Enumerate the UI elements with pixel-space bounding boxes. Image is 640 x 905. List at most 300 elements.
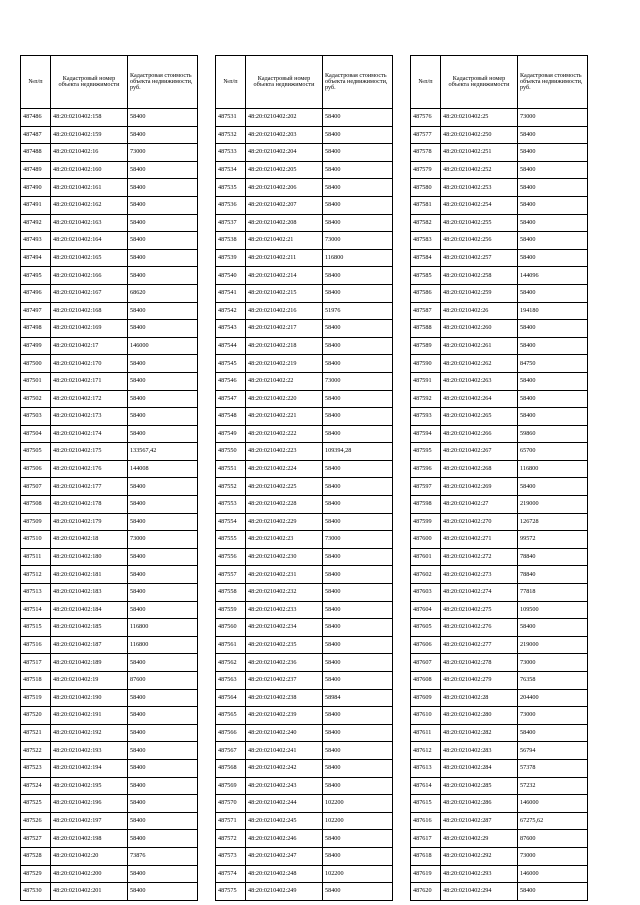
cell-cadnum: 48:20:0210402:197	[51, 812, 128, 830]
table-row	[216, 214, 393, 232]
cell-value: 58400	[518, 390, 588, 408]
cell-cadnum: 48:20:0210402:259	[441, 284, 518, 302]
table-row	[216, 478, 393, 496]
cell-cadnum: 48:20:0210402:239	[246, 707, 323, 725]
cell-num: 487511	[21, 548, 51, 566]
cell-cadnum: 48:20:0210402:216	[246, 302, 323, 320]
table-row	[21, 443, 198, 461]
cell-cadnum: 48:20:0210402:287	[441, 812, 518, 830]
cell-value: 219000	[518, 496, 588, 514]
cell-num: 487614	[411, 777, 441, 795]
cell-value: 56794	[518, 742, 588, 760]
cell-cadnum: 48:20:0210402:16	[51, 144, 128, 162]
cell-num: 487564	[216, 689, 246, 707]
cell-num: 487612	[411, 742, 441, 760]
cell-cadnum: 48:20:0210402:181	[51, 566, 128, 584]
table-row	[21, 144, 198, 162]
cadastral-table-2	[215, 55, 393, 901]
cell-num: 487549	[216, 425, 246, 443]
cell-cadnum: 48:20:0210402:27	[441, 496, 518, 514]
cell-value: 58400	[323, 126, 393, 144]
cell-num: 487508	[21, 496, 51, 514]
cell-cadnum: 48:20:0210402:277	[441, 636, 518, 654]
cell-num: 487591	[411, 372, 441, 390]
table-row	[411, 214, 588, 232]
cell-cadnum: 48:20:0210402:159	[51, 126, 128, 144]
table-row	[216, 337, 393, 355]
cell-cadnum: 48:20:0210402:177	[51, 478, 128, 496]
table-row	[411, 830, 588, 848]
cell-value: 58400	[518, 284, 588, 302]
cell-value: 58400	[518, 179, 588, 197]
cell-num: 487542	[216, 302, 246, 320]
cell-num: 487533	[216, 144, 246, 162]
cell-num: 487538	[216, 232, 246, 250]
table-row	[411, 496, 588, 514]
table-row	[411, 548, 588, 566]
table-row	[216, 284, 393, 302]
cell-value: 58400	[128, 865, 198, 883]
cell-value: 58400	[518, 724, 588, 742]
cell-num: 487526	[21, 812, 51, 830]
table-row	[21, 865, 198, 883]
table-row	[216, 865, 393, 883]
cell-num: 487515	[21, 619, 51, 637]
cell-cadnum: 48:20:0210402:191	[51, 707, 128, 725]
cell-cadnum: 48:20:0210402:178	[51, 496, 128, 514]
cell-value: 58400	[323, 513, 393, 531]
cell-cadnum: 48:20:0210402:234	[246, 619, 323, 637]
cell-value: 219000	[518, 636, 588, 654]
cell-cadnum: 48:20:0210402:169	[51, 320, 128, 338]
cell-value: 58400	[323, 408, 393, 426]
cell-num: 487577	[411, 126, 441, 144]
table-row	[411, 584, 588, 602]
cell-value: 58400	[518, 883, 588, 901]
table-header-row	[411, 56, 588, 109]
cell-value: 58400	[323, 548, 393, 566]
cell-num: 487565	[216, 707, 246, 725]
cell-cadnum: 48:20:0210402:218	[246, 337, 323, 355]
table-row	[21, 109, 198, 127]
cell-num: 487599	[411, 513, 441, 531]
cell-value: 58400	[323, 214, 393, 232]
table-row	[21, 355, 198, 373]
table-row	[411, 847, 588, 865]
cell-num: 487525	[21, 795, 51, 813]
cell-cadnum: 48:20:0210402:173	[51, 408, 128, 426]
table-row	[21, 513, 198, 531]
table-row	[21, 232, 198, 250]
cell-num: 487601	[411, 548, 441, 566]
cell-num: 487512	[21, 566, 51, 584]
table-row	[21, 812, 198, 830]
cell-value: 58400	[323, 707, 393, 725]
table-row	[411, 161, 588, 179]
cell-value: 58400	[323, 161, 393, 179]
cell-cadnum: 48:20:0210402:179	[51, 513, 128, 531]
table-row	[216, 408, 393, 426]
table-row	[411, 425, 588, 443]
cell-num: 487573	[216, 847, 246, 865]
cell-cadnum: 48:20:0210402:249	[246, 883, 323, 901]
cell-cadnum: 48:20:0210402:280	[441, 707, 518, 725]
header-cadnum: Кадастровый номер объекта недвижимости	[441, 56, 518, 109]
cell-num: 487522	[21, 742, 51, 760]
table-row	[216, 496, 393, 514]
cell-num: 487578	[411, 144, 441, 162]
table-row	[21, 425, 198, 443]
cell-cadnum: 48:20:0210402:160	[51, 161, 128, 179]
cell-value: 58400	[323, 654, 393, 672]
cell-cadnum: 48:20:0210402:283	[441, 742, 518, 760]
cell-value: 73000	[518, 847, 588, 865]
cell-cadnum: 48:20:0210402:262	[441, 355, 518, 373]
cell-value: 58400	[323, 109, 393, 127]
cell-cadnum: 48:20:0210402:165	[51, 249, 128, 267]
cell-cadnum: 48:20:0210402:278	[441, 654, 518, 672]
cell-value: 58400	[128, 425, 198, 443]
cell-cadnum: 48:20:0210402:254	[441, 196, 518, 214]
table-row	[411, 601, 588, 619]
table-row	[411, 232, 588, 250]
cell-value: 194180	[518, 302, 588, 320]
cell-num: 487490	[21, 179, 51, 197]
table-row	[216, 672, 393, 690]
cell-num: 487582	[411, 214, 441, 232]
cell-num: 487513	[21, 584, 51, 602]
cell-num: 487616	[411, 812, 441, 830]
cell-cadnum: 48:20:0210402:276	[441, 619, 518, 637]
cell-value: 58400	[518, 249, 588, 267]
cell-value: 58400	[323, 390, 393, 408]
cell-cadnum: 48:20:0210402:222	[246, 425, 323, 443]
cell-num: 487587	[411, 302, 441, 320]
cell-cadnum: 48:20:0210402:166	[51, 267, 128, 285]
cell-value: 58400	[518, 619, 588, 637]
table-row	[21, 777, 198, 795]
cell-value: 58400	[128, 179, 198, 197]
cell-value: 58400	[128, 513, 198, 531]
table-row	[21, 883, 198, 901]
cell-value: 146000	[128, 337, 198, 355]
header-cadnum: Кадастровый номер объекта недвижимости	[51, 56, 128, 109]
table-row	[411, 460, 588, 478]
cell-cadnum: 48:20:0210402:282	[441, 724, 518, 742]
table-row	[21, 408, 198, 426]
cell-value: 58400	[518, 161, 588, 179]
cell-value: 76358	[518, 672, 588, 690]
cell-value: 51976	[323, 302, 393, 320]
cell-num: 487527	[21, 830, 51, 848]
cell-cadnum: 48:20:0210402:231	[246, 566, 323, 584]
cell-value: 58400	[128, 249, 198, 267]
table-row	[21, 337, 198, 355]
table-row	[411, 443, 588, 461]
cell-num: 487607	[411, 654, 441, 672]
cell-value: 58400	[518, 478, 588, 496]
table-row	[21, 496, 198, 514]
table-row	[216, 109, 393, 127]
cell-cadnum: 48:20:0210402:208	[246, 214, 323, 232]
cell-cadnum: 48:20:0210402:250	[441, 126, 518, 144]
table-row	[21, 548, 198, 566]
table-row	[411, 478, 588, 496]
table-row	[21, 672, 198, 690]
cell-num: 487541	[216, 284, 246, 302]
cell-value: 58400	[128, 883, 198, 901]
table-row	[216, 302, 393, 320]
cell-num: 487615	[411, 795, 441, 813]
cell-num: 487585	[411, 267, 441, 285]
cell-value: 58400	[323, 759, 393, 777]
cell-cadnum: 48:20:0210402:217	[246, 320, 323, 338]
cell-num: 487540	[216, 267, 246, 285]
cell-cadnum: 48:20:0210402:229	[246, 513, 323, 531]
cell-num: 487605	[411, 619, 441, 637]
cell-cadnum: 48:20:0210402:200	[51, 865, 128, 883]
cell-cadnum: 48:20:0210402:190	[51, 689, 128, 707]
cell-num: 487555	[216, 531, 246, 549]
cell-value: 133567,42	[128, 443, 198, 461]
cell-value: 99572	[518, 531, 588, 549]
cell-cadnum: 48:20:0210402:164	[51, 232, 128, 250]
cell-cadnum: 48:20:0210402:22	[246, 372, 323, 390]
cell-cadnum: 48:20:0210402:264	[441, 390, 518, 408]
cell-num: 487516	[21, 636, 51, 654]
cell-value: 73000	[518, 109, 588, 127]
cell-num: 487547	[216, 390, 246, 408]
cell-cadnum: 48:20:0210402:26	[441, 302, 518, 320]
table-row	[216, 161, 393, 179]
cell-num: 487589	[411, 337, 441, 355]
cell-num: 487561	[216, 636, 246, 654]
cell-cadnum: 48:20:0210402:274	[441, 584, 518, 602]
table-row	[216, 883, 393, 901]
cell-cadnum: 48:20:0210402:187	[51, 636, 128, 654]
cell-value: 58400	[128, 496, 198, 514]
cell-cadnum: 48:20:0210402:180	[51, 548, 128, 566]
cell-value: 58400	[518, 408, 588, 426]
cell-value: 58400	[518, 337, 588, 355]
cell-num: 487576	[411, 109, 441, 127]
cell-num: 487560	[216, 619, 246, 637]
cell-value: 58400	[323, 284, 393, 302]
cell-value: 58400	[128, 689, 198, 707]
cell-num: 487548	[216, 408, 246, 426]
cell-cadnum: 48:20:0210402:292	[441, 847, 518, 865]
cell-value: 73000	[128, 144, 198, 162]
cell-value: 73000	[323, 372, 393, 390]
cell-cadnum: 48:20:0210402:221	[246, 408, 323, 426]
cell-value: 58400	[323, 478, 393, 496]
table-row	[21, 372, 198, 390]
cell-num: 487583	[411, 232, 441, 250]
cell-value: 58400	[128, 109, 198, 127]
table-row	[216, 847, 393, 865]
cell-cadnum: 48:20:0210402:275	[441, 601, 518, 619]
table-row	[411, 267, 588, 285]
cell-num: 487600	[411, 531, 441, 549]
cell-cadnum: 48:20:0210402:163	[51, 214, 128, 232]
table-row	[411, 302, 588, 320]
cell-value: 58400	[128, 478, 198, 496]
cell-cadnum: 48:20:0210402:255	[441, 214, 518, 232]
table-row	[411, 513, 588, 531]
table-row	[21, 689, 198, 707]
cell-cadnum: 48:20:0210402:205	[246, 161, 323, 179]
cell-value: 116800	[128, 636, 198, 654]
cell-value: 58400	[128, 548, 198, 566]
cell-value: 57232	[518, 777, 588, 795]
cell-value: 58400	[323, 742, 393, 760]
cell-cadnum: 48:20:0210402:224	[246, 460, 323, 478]
cell-num: 487494	[21, 249, 51, 267]
cell-num: 487611	[411, 724, 441, 742]
cell-cadnum: 48:20:0210402:25	[441, 109, 518, 127]
cell-num: 487608	[411, 672, 441, 690]
cell-cadnum: 48:20:0210402:269	[441, 478, 518, 496]
cell-value: 58400	[323, 179, 393, 197]
cell-value: 58400	[323, 777, 393, 795]
cell-value: 58400	[128, 584, 198, 602]
cell-cadnum: 48:20:0210402:29	[441, 830, 518, 848]
cell-num: 487602	[411, 566, 441, 584]
cell-cadnum: 48:20:0210402:244	[246, 795, 323, 813]
cell-cadnum: 48:20:0210402:236	[246, 654, 323, 672]
cell-value: 102200	[323, 795, 393, 813]
cell-cadnum: 48:20:0210402:220	[246, 390, 323, 408]
cell-value: 144008	[128, 460, 198, 478]
cell-value: 58400	[128, 601, 198, 619]
table-row	[216, 443, 393, 461]
cell-num: 487620	[411, 883, 441, 901]
cell-num: 487489	[21, 161, 51, 179]
cell-cadnum: 48:20:0210402:193	[51, 742, 128, 760]
cell-value: 58400	[128, 214, 198, 232]
cell-cadnum: 48:20:0210402:246	[246, 830, 323, 848]
cell-value: 58400	[128, 777, 198, 795]
table-row	[411, 672, 588, 690]
cell-cadnum: 48:20:0210402:251	[441, 144, 518, 162]
cell-num: 487553	[216, 496, 246, 514]
cell-cadnum: 48:20:0210402:241	[246, 742, 323, 760]
table-row	[411, 390, 588, 408]
cell-value: 57378	[518, 759, 588, 777]
cell-cadnum: 48:20:0210402:171	[51, 372, 128, 390]
cell-value: 58400	[323, 425, 393, 443]
cell-cadnum: 48:20:0210402:260	[441, 320, 518, 338]
cell-value: 87600	[518, 830, 588, 848]
table-row	[411, 777, 588, 795]
cell-value: 58400	[128, 302, 198, 320]
cell-num: 487604	[411, 601, 441, 619]
cell-num: 487543	[216, 320, 246, 338]
cell-cadnum: 48:20:0210402:204	[246, 144, 323, 162]
cell-cadnum: 48:20:0210402:214	[246, 267, 323, 285]
cell-num: 487510	[21, 531, 51, 549]
cell-num: 487558	[216, 584, 246, 602]
header-num: №п/п	[21, 56, 51, 109]
table-row	[216, 636, 393, 654]
table-row	[216, 795, 393, 813]
cell-num: 487568	[216, 759, 246, 777]
cell-value: 58400	[518, 320, 588, 338]
cell-num: 487588	[411, 320, 441, 338]
table-row	[411, 320, 588, 338]
cell-cadnum: 48:20:0210402:170	[51, 355, 128, 373]
table-row	[21, 724, 198, 742]
cell-value: 116800	[128, 619, 198, 637]
cell-num: 487520	[21, 707, 51, 725]
cell-value: 102200	[323, 812, 393, 830]
cell-cadnum: 48:20:0210402:253	[441, 179, 518, 197]
cell-value: 78840	[518, 548, 588, 566]
table-row	[216, 601, 393, 619]
cell-cadnum: 48:20:0210402:273	[441, 566, 518, 584]
cell-value: 146000	[518, 795, 588, 813]
cell-num: 487507	[21, 478, 51, 496]
table-header-row	[21, 56, 198, 109]
table-row	[411, 144, 588, 162]
cell-num: 487552	[216, 478, 246, 496]
table-row	[21, 584, 198, 602]
cell-cadnum: 48:20:0210402:23	[246, 531, 323, 549]
cell-num: 487495	[21, 267, 51, 285]
cell-num: 487517	[21, 654, 51, 672]
cell-cadnum: 48:20:0210402:270	[441, 513, 518, 531]
cell-num: 487580	[411, 179, 441, 197]
cell-num: 487556	[216, 548, 246, 566]
cell-cadnum: 48:20:0210402:235	[246, 636, 323, 654]
cell-num: 487592	[411, 390, 441, 408]
cell-value: 126728	[518, 513, 588, 531]
cell-cadnum: 48:20:0210402:194	[51, 759, 128, 777]
cell-value: 109394,28	[323, 443, 393, 461]
cell-value: 58400	[518, 196, 588, 214]
cell-num: 487598	[411, 496, 441, 514]
table-row	[411, 742, 588, 760]
table-row	[21, 830, 198, 848]
table-row	[411, 566, 588, 584]
cell-cadnum: 48:20:0210402:206	[246, 179, 323, 197]
cell-value: 58400	[128, 161, 198, 179]
cell-cadnum: 48:20:0210402:256	[441, 232, 518, 250]
cell-cadnum: 48:20:0210402:198	[51, 830, 128, 848]
table-row	[216, 566, 393, 584]
cell-num: 487590	[411, 355, 441, 373]
cell-cadnum: 48:20:0210402:21	[246, 232, 323, 250]
table-row	[411, 284, 588, 302]
cell-value: 144096	[518, 267, 588, 285]
cell-cadnum: 48:20:0210402:17	[51, 337, 128, 355]
cell-value: 78840	[518, 566, 588, 584]
cell-num: 487581	[411, 196, 441, 214]
cell-num: 487574	[216, 865, 246, 883]
table-row	[21, 619, 198, 637]
cell-num: 487584	[411, 249, 441, 267]
cadastral-table-3	[410, 55, 588, 901]
table-row	[411, 654, 588, 672]
cell-value: 58984	[323, 689, 393, 707]
cell-cadnum: 48:20:0210402:265	[441, 408, 518, 426]
cell-cadnum: 48:20:0210402:158	[51, 109, 128, 127]
table-row	[411, 126, 588, 144]
cell-num: 487523	[21, 759, 51, 777]
cell-cadnum: 48:20:0210402:19	[51, 672, 128, 690]
table-row	[411, 619, 588, 637]
table-row	[411, 355, 588, 373]
